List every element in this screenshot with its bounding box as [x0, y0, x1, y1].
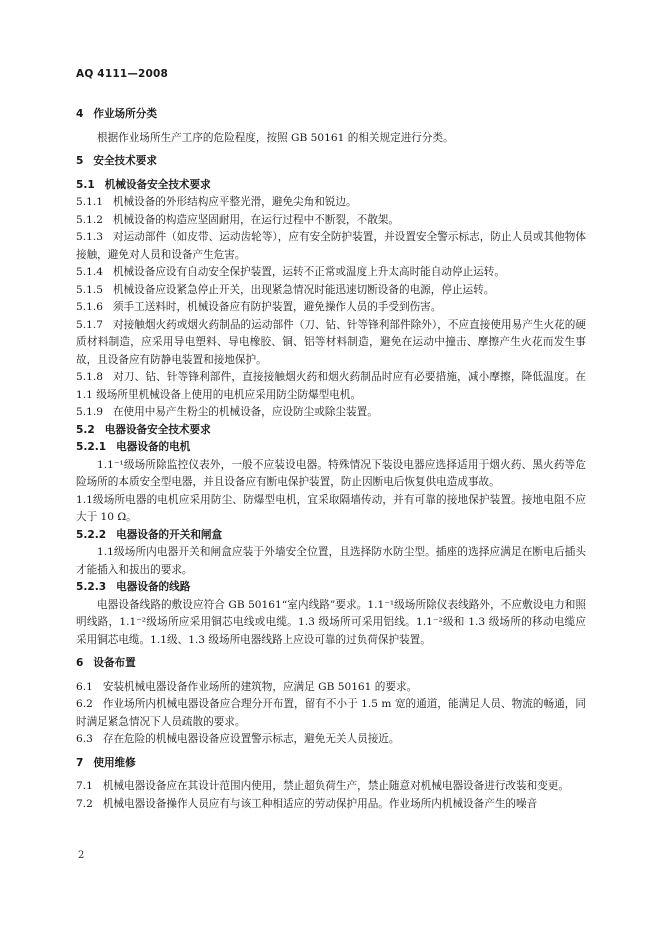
clause-item	[76, 369, 586, 404]
clause-text: 对运动部件（如皮带、运动齿轮等），应有安全防护装置，并设置安全警示标志，防止人员或其他物体接触，避免对人员和设备产生危害。	[76, 231, 586, 261]
section-5-1-heading	[76, 177, 586, 195]
clause-number: 5.1.3	[76, 231, 103, 243]
section-number: 5.2	[76, 423, 95, 436]
section-number: 5.2.1	[76, 441, 107, 453]
section-title: 机械设备安全技术要求	[104, 178, 211, 191]
section-5-2-heading	[76, 422, 586, 440]
clause-item	[76, 778, 586, 796]
section-4-heading	[76, 106, 586, 124]
clause-number: 5.1.9	[76, 406, 103, 418]
section-4-paragraph: 根据作业场所生产工序的危险程度，按照 GB 50161 的相关规定进行分类。	[97, 131, 454, 144]
document-body	[76, 106, 586, 813]
clause-item	[76, 229, 586, 264]
clause-number: 6.3	[76, 733, 93, 745]
section-title: 设备布置	[93, 657, 136, 669]
section-title: 作业场所分类	[93, 108, 157, 120]
section-title: 安全技术要求	[93, 155, 157, 167]
clause-item	[76, 679, 586, 697]
clause-list-7	[76, 778, 586, 813]
clause-text: 机械电器设备应在其设计范围内使用，禁止超负荷生产，禁止随意对机械电器设备进行改装和变更。	[102, 780, 569, 792]
section-number: 5.2.2	[76, 528, 107, 541]
clause-text: 对接触烟火药或烟火药制品的运动部件（刀、钻、针等锋利部件除外），不应直接使用易产生火花的硬质材料制造，应采用导电塑料、导电橡胶、铜、铝等材料制造，避免在运动中撞击、摩擦产生火花而发生事故，且设备应有防静电装置和接地保护。	[76, 318, 586, 366]
clause-number: 7.2	[76, 797, 93, 810]
clause-item	[76, 696, 586, 731]
clause-number: 5.1.7	[76, 318, 103, 331]
section-5-2-3-heading	[76, 579, 586, 597]
clause-text: 机械设备的构造应坚固耐用，在运行过程中不断裂，不散架。	[112, 213, 399, 226]
section-5-2-2-heading	[76, 527, 586, 545]
section-number: 5.1	[76, 178, 95, 191]
section-7-heading	[76, 755, 586, 773]
clause-item	[76, 264, 586, 282]
clause-text: 机械电器设备操作人员应有与该工种相适应的劳动保护用品。作业场所内机械设备产生的噪音	[102, 797, 538, 810]
section-5-heading	[76, 153, 586, 171]
clause-text: 机械设备应设紧急停止开关，出现紧急情况时能迅速切断设备的电源，停止运转。	[112, 283, 495, 296]
clause-item	[76, 212, 586, 230]
section-title: 电器设备的线路	[116, 581, 191, 593]
clause-text: 存在危险的机械电器设备应设置警示标志，避免无关人员接近。	[102, 733, 400, 745]
clause-number: 5.1.1	[76, 196, 103, 208]
clause-item	[76, 796, 586, 814]
clause-list-5-1	[76, 194, 586, 422]
clause-number: 5.1.6	[76, 301, 103, 313]
page-number: 2	[78, 850, 85, 861]
section-title: 电器设备安全技术要求	[104, 423, 211, 436]
clause-text: 在使用中易产生粉尘的机械设备，应设防尘或除尘装置。	[112, 406, 378, 418]
section-5-2-1-heading	[76, 439, 586, 457]
section-number: 6	[76, 657, 84, 669]
clause-text: 作业场所内机械电器设备应合理分开布置，留有不小于 1.5 m 宽的通道，能满足人员、物流的畅通，同时满足紧急情况下人员疏散的要求。	[76, 698, 586, 728]
clause-number: 5.1.5	[76, 283, 103, 296]
section-number: 5	[76, 155, 84, 167]
clause-item	[76, 404, 586, 422]
clause-text: 机械设备的外形结构应平整光滑，避免尖角和锐边。	[112, 196, 357, 208]
clause-item	[76, 317, 586, 370]
clause-text: 安装机械电器设备作业场所的建筑物，应满足 GB 50161 的要求。	[102, 680, 418, 693]
clause-text: 机械设备应设有自动安全保护装置，运转不正常或温度上升太高时能自动停止运转。	[112, 266, 505, 278]
clause-item	[76, 731, 586, 749]
clause-item	[76, 282, 586, 300]
clause-number: 7.1	[76, 780, 93, 792]
clause-list-6	[76, 679, 586, 749]
clause-number: 5.1.8	[76, 371, 103, 383]
document-id: AQ 4111—2008	[76, 68, 169, 80]
section-title: 使用维修	[93, 756, 136, 769]
section-title: 电器设备的开关和闸盒	[116, 528, 223, 541]
paragraph: 电器设备线路的敷设应符合 GB 50161“室内线路”要求。1.1⁻¹级场所除仪表线路外，不应敷设电力和照明线路，1.1⁻²级场所应采用铜芯电线或电缆。1.3 级场所可采用铝线。1.1⁻²级和 1.3 级场所的移动电缆应采用铜芯电缆。1.1级、1.3 级场所电器线路上应设可靠的过负荷保护装置。	[76, 598, 586, 646]
section-number: 7	[76, 756, 84, 769]
paragraph: 1.1⁻¹级场所除监控仪表外，一般不应装设电器。特殊情况下装设电器应选择适用于烟火药、黑火药等危险场所的本质安全型电器，并且设备应有断电保护装置，防止因断电后恢复供电造成事故。	[76, 458, 586, 488]
clause-number: 5.1.2	[76, 213, 103, 226]
clause-number: 5.1.4	[76, 266, 103, 278]
clause-number: 6.2	[76, 698, 93, 710]
clause-text: 对刀、钻、针等锋利部件，直接接触烟火药和烟火药制品时应有必要措施，减小摩擦，降低温度。在 1.1 级场所里机械设备上使用的电机应采用防尘防爆型电机。	[76, 371, 586, 401]
clause-text: 须手工送料时，机械设备应有防护装置，避免操作人员的手受到伤害。	[112, 301, 442, 313]
section-6-heading	[76, 655, 586, 673]
clause-item	[76, 299, 586, 317]
section-number: 4	[76, 108, 84, 120]
section-title: 电器设备的电机	[116, 441, 191, 453]
clause-item	[76, 194, 586, 212]
paragraph: 1.1级场所电器的电机应采用防尘、防爆型电机，宜采取隔墙传动，并有可靠的接地保护装置。接地电阻不应大于 10 Ω。	[76, 493, 586, 523]
section-number: 5.2.3	[76, 581, 107, 593]
clause-number: 6.1	[76, 680, 93, 693]
paragraph: 1.1级场所内电器开关和闸盒应装于外墙安全位置，且选择防水防尘型。插座的选择应满足在断电后插头才能插入和拔出的要求。	[76, 546, 586, 576]
